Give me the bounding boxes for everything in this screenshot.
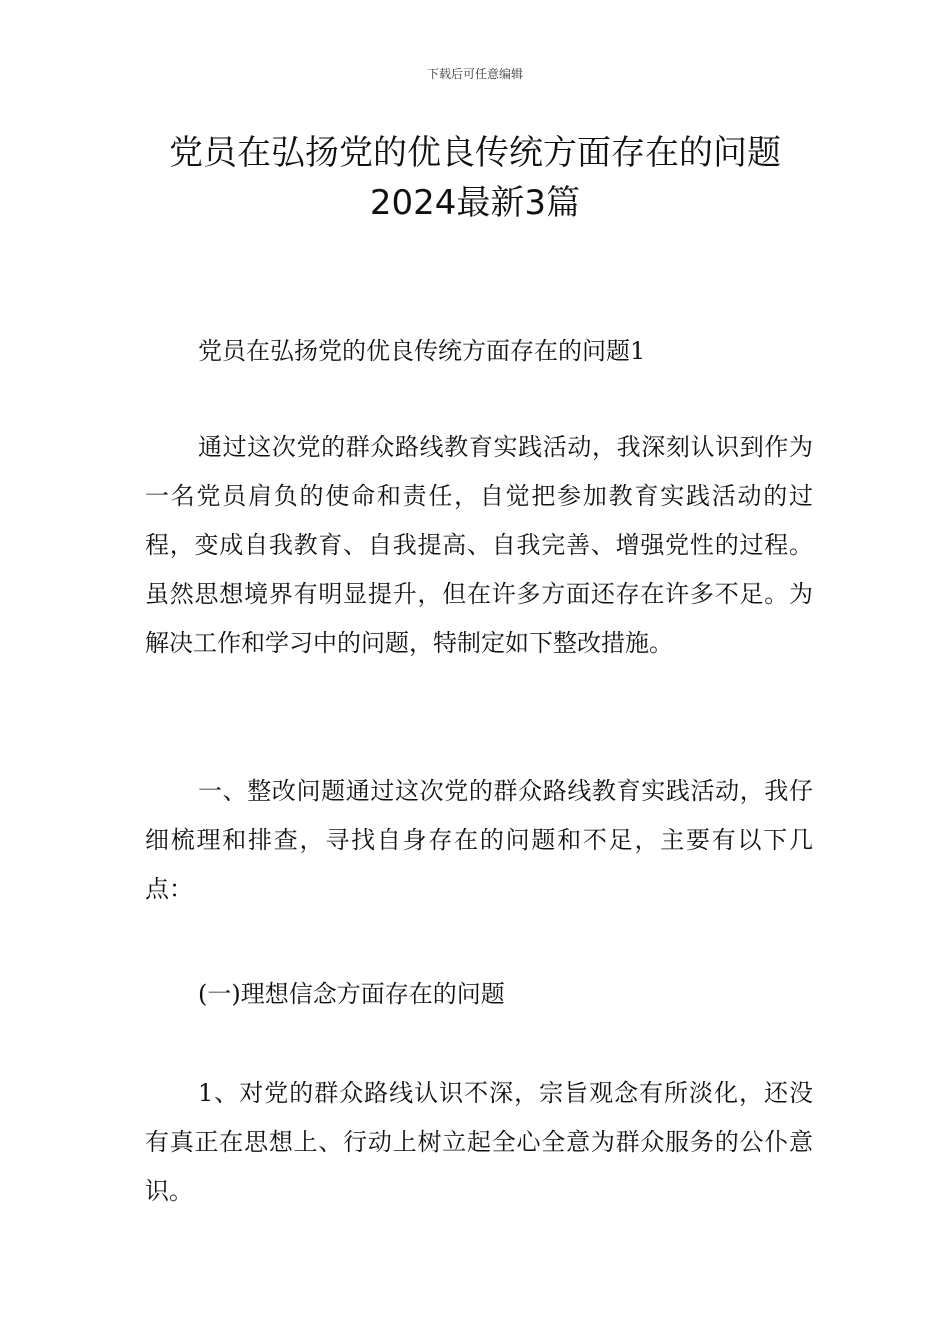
title-line-1: 党员在弘扬党的优良传统方面存在的问题	[169, 133, 781, 173]
title-line-2: 2024最新3篇	[369, 183, 581, 223]
section-paragraph: 一、整改问题通过这次党的群众路线教育实践活动，我仔细梳理和排查，寻找自身存在的问题和不足，主要有以下几点：	[145, 777, 813, 903]
intro-paragraph: 通过这次党的群众路线教育实践活动，我深刻认识到作为一名党员肩负的使命和责任，自觉把参加教育实践活动的过程，变成自我教育、自我提高、自我完善、增强党性的过程。虽然思想境界有明显提升，但在许多方面还存在许多不足。为解决工作和学习中的问题，特制定如下整改措施。	[145, 433, 813, 657]
subsection-heading: (一)理想信念方面存在的问题	[198, 980, 505, 1008]
header-note: 下载后可任意编辑	[426, 67, 523, 81]
article-heading: 党员在弘扬党的优良传统方面存在的问题1	[198, 337, 646, 365]
document-title	[60, 128, 890, 228]
list-item-paragraph: 1、对党的群众路线认识不深，宗旨观念有所淡化，还没有真正在思想上、行动上树立起全心全意为群众服务的公仆意识。	[145, 1079, 813, 1205]
